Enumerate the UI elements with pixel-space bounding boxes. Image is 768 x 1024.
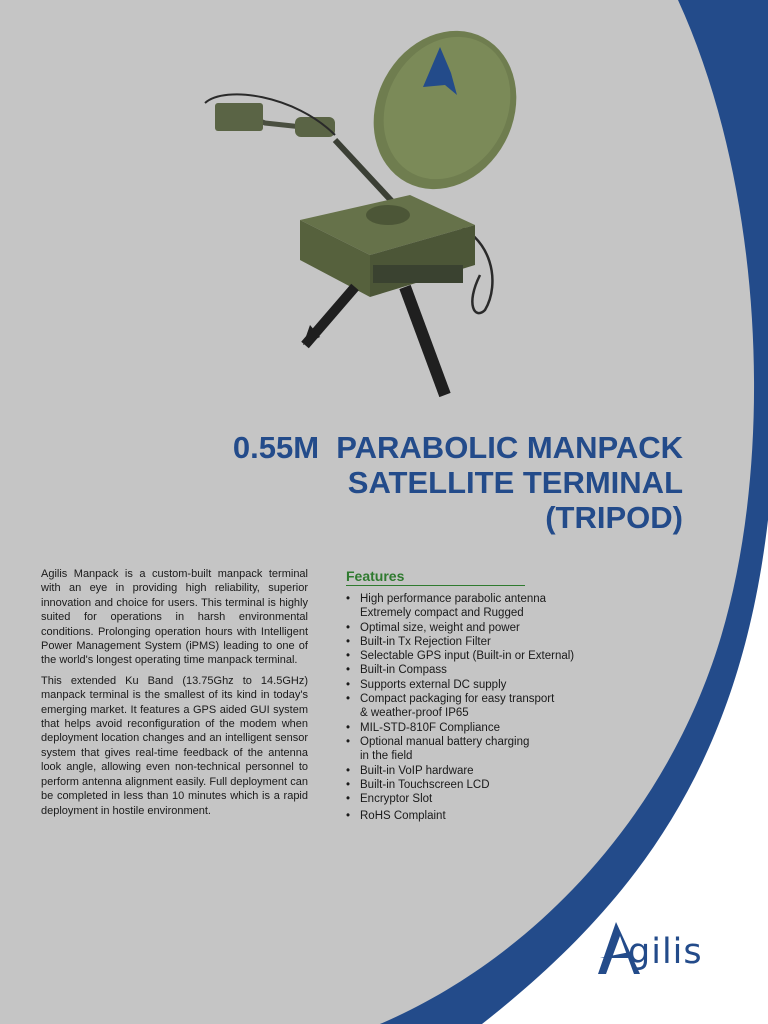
feature-item: • Built-in Tx Rejection Filter: [346, 635, 606, 649]
title-line-2: SATELLITE TERMINAL: [347, 465, 683, 500]
feature-item: • MIL-STD-810F Compliance: [346, 721, 606, 735]
feature-item: • RoHS Complaint: [346, 809, 606, 823]
satellite-terminal-image: [195, 25, 525, 405]
feature-item: • Encryptor Slot: [346, 792, 606, 806]
feature-item: • Selectable GPS input (Built-in or External): [346, 649, 606, 663]
logo-text: gilis: [628, 932, 703, 972]
feature-item: • Built-in Compass: [346, 663, 606, 677]
features-list: [346, 592, 606, 824]
features-heading: Features: [346, 568, 525, 586]
features-section: [346, 568, 606, 824]
title-line-3: (TRIPOD): [545, 500, 683, 535]
feature-item: • Optional manual battery charging in the field: [346, 735, 606, 764]
page-title: [233, 430, 683, 535]
feature-item: • Built-in VoIP hardware: [346, 764, 606, 778]
feature-item: • High performance parabolic antenna Extremely compact and Rugged: [346, 592, 606, 621]
feature-item: • Built-in Touchscreen LCD: [346, 778, 606, 792]
feature-item: • Supports external DC supply: [346, 678, 606, 692]
title-line-1: 0.55M PARABOLIC MANPACK: [232, 430, 683, 465]
description-paragraph-1: Agilis Manpack is a custom-built manpack terminal with an eye in providing high reliability, superior innovation and choice for users. This terminal is highly suited for operations in harsh environmental conditions. Prolonging operation hours with Intelligent Power Management System (iPMS) leading to one of the world's longest operating time manpack terminal.: [41, 568, 308, 667]
description-column: [41, 567, 308, 824]
description-paragraph-2: This extended Ku Band (13.75Ghz to 14.5GHz) manpack terminal is the smallest of its kind in today's emerging market. It features a GPS aided GUI system that helps avoid reconfiguration of the modem when deployment location changes and an intelligent sensor system that gives real-time feedback of the antenna look angle, allowing even non-technical personnel to perform antenna alignment easily. Full deployment can be completed in less than 10 minutes which is a rapid deployment in hostile environment.: [41, 674, 308, 817]
feature-item: • Optimal size, weight and power: [346, 621, 606, 635]
feature-item: • Compact packaging for easy transport & weather-proof IP65: [346, 692, 606, 721]
